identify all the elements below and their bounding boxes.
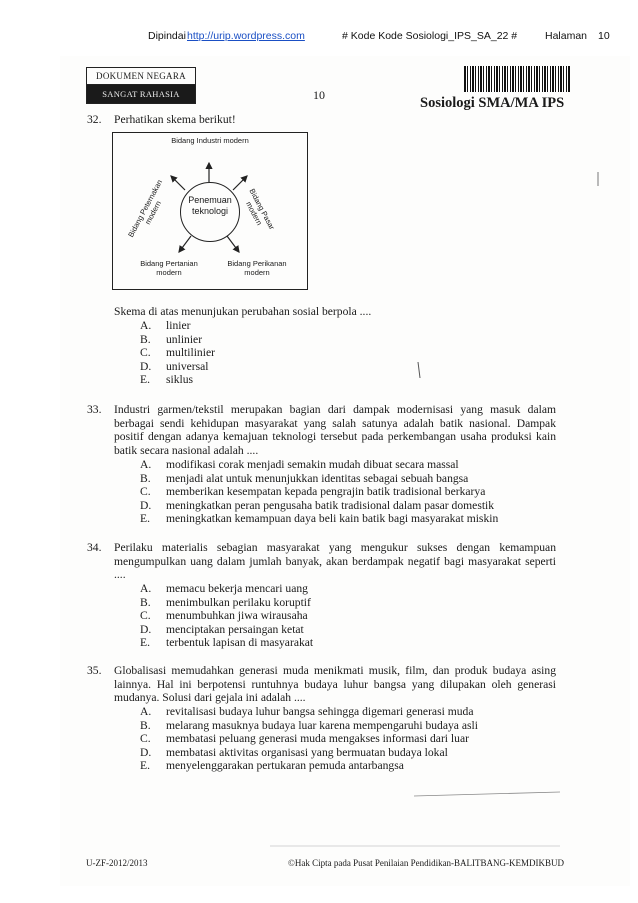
option-text: multilinier [166,346,215,360]
option-text: siklus [166,373,194,387]
option-letter: E. [140,512,150,526]
option-letter: A. [140,319,152,332]
question-number: 32. [87,113,102,126]
option-letter: B. [140,718,151,732]
diagram-label-agriculture: Bidang Pertanian modern [140,259,198,277]
option-letter: E. [140,759,150,773]
exam-page-number: 10 [313,88,325,102]
diagram-label-industry: Bidang Industri modern [171,136,249,145]
option-letter: E. [140,373,150,387]
option-text: terbentuk lapisan di masyarakat [166,636,314,650]
question-stem: Perilaku materialis sebagian masyarakat yang mengukur sukses dengan kemampuan mengumpulkan uang dalam jumlah banyak, akan berdampak negatif bagi masyarakat seperti .... [114,541,556,582]
question-stem: Skema di atas menunjukan perubahan sosial berpola .... [114,305,372,318]
option-text: memberikan kesempatan kepada pengrajin batik tradisional berkarya [166,485,486,499]
option-letter: C. [140,609,151,623]
option-letter: E. [140,636,150,650]
classification-line2: SANGAT RAHASIA [87,85,195,103]
option-letter: B. [140,471,151,485]
option-letter: B. [140,332,151,346]
question-number: 33. [87,403,102,416]
margin-mark [418,362,420,378]
document-code: # Kode Kode Sosiologi_IPS_SA_22 # [342,30,518,42]
option-text: linier [166,319,191,332]
diagram-center-label: Penemuan teknologi [188,195,232,216]
question-stem: Globalisasi memudahkan generasi muda menikmati musik, film, dan produk budaya asing lainnya. Hal ini berpotensi runtuhnya budaya luhur bangsa yang dilupakan oleh generasi mudanya. Solusi dari gejala ini adalah .... [114,664,556,705]
option-text: modifikasi corak menjadi semakin mudah dibuat secara massal [166,458,459,471]
option-text: menyelenggarakan pertukaran pemuda antarbangsa [166,759,404,773]
diagram-label-livestock: Bidang Peternakan modern [126,178,165,239]
option-letter: D. [140,498,152,512]
option-letter: D. [140,745,152,759]
diagram-label-fishery: Bidang Perikanan modern [227,259,287,277]
page-number: 10 [598,30,610,42]
page-label: Halaman [545,30,588,42]
option-letter: C. [140,732,151,746]
option-text: universal [166,359,209,373]
option-letter: A. [140,582,152,595]
question-stem: Industri garmen/tekstil merupakan bagian dari dampak modernisasi yang masuk dalam berbagai sendi kehidupan masyarakat yang salah satunya adalah batik nasional. Dampak positif dengan adanya kemajuan teknologi tersebut pada perkembangan usaha produksi kain batik secara nasional adalah .... [114,403,556,457]
option-text: menjadi alat untuk menunjukkan identitas sebagai sebuah bangsa [166,471,469,485]
question-number: 35. [87,664,102,677]
question-number: 34. [87,541,102,554]
option-text: menciptakan persaingan ketat [166,622,304,636]
option-text: unlinier [166,332,203,346]
classification-line1: DOKUMEN NEGARA [87,68,195,85]
option-text: menumbuhkan jiwa wirausaha [166,609,308,623]
scan-line [414,792,560,796]
footer-copyright: ©Hak Cipta pada Pusat Penilaian Pendidikan-BALITBANG-KEMDIKBUD [288,858,565,868]
option-letter: D. [140,622,152,636]
option-letter: A. [140,705,152,718]
option-text: revitalisasi budaya luhur bangsa sehingga digemari generasi muda [166,705,474,718]
source-link[interactable]: http://urip.wordpress.com [187,30,305,42]
option-letter: C. [140,346,151,360]
option-text: memacu bekerja mencari uang [166,582,308,595]
option-text: meningkatkan kemampuan daya beli kain batik bagi masyarakat miskin [166,512,499,526]
option-letter: D. [140,359,152,373]
option-text: melarang masuknya budaya luar karena mempengaruhi budaya asli [166,718,478,732]
option-text: membatasi peluang generasi muda mengakses informasi dari luar [166,732,469,746]
option-letter: C. [140,485,151,499]
option-text: meningkatkan peran pengusaha batik tradisional dalam pasar domestik [166,498,495,512]
diagram-label-market: Bidang Pasar modern [244,187,277,232]
scan-prefix: Dipindai [148,30,186,42]
question-intro: Perhatikan skema berikut! [114,113,236,126]
option-letter: A. [140,458,152,471]
footer-code: U-ZF-2012/2013 [86,858,148,868]
subject-title: Sosiologi SMA/MA IPS [420,95,565,111]
option-letter: B. [140,595,151,609]
option-text: membatasi aktivitas organisasi yang bermuatan budaya lokal [166,745,448,759]
option-text: menimbulkan perilaku koruptif [166,595,311,609]
